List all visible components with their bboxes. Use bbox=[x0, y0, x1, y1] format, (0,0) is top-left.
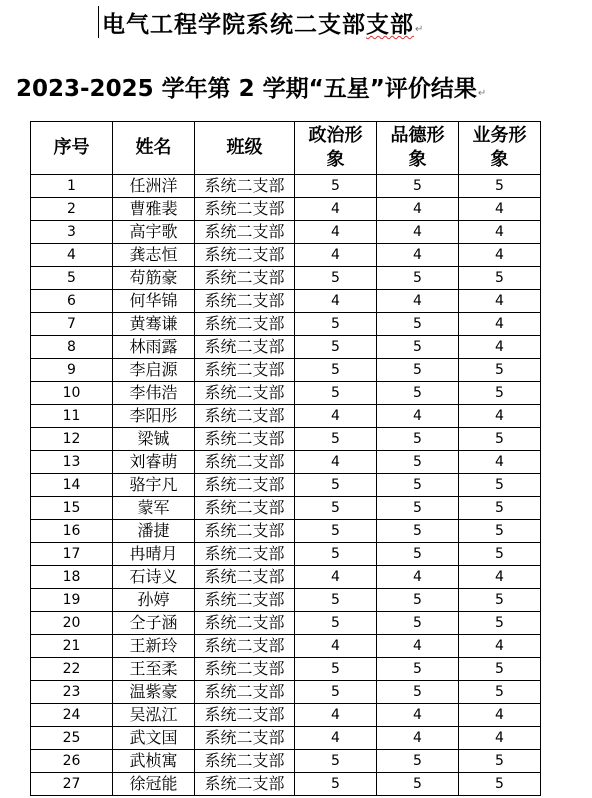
member-name: 刘睿萌 bbox=[113, 451, 195, 474]
member-class: 系统二支部 bbox=[195, 589, 295, 612]
work-score: 4 bbox=[459, 221, 541, 244]
member-name: 李启源 bbox=[113, 359, 195, 382]
row-index: 21 bbox=[31, 635, 113, 658]
political-score: 5 bbox=[295, 750, 377, 773]
moral-score: 5 bbox=[377, 451, 459, 474]
row-index: 5 bbox=[31, 267, 113, 290]
row-index: 7 bbox=[31, 313, 113, 336]
political-score: 4 bbox=[295, 566, 377, 589]
paragraph-mark-icon: ↵ bbox=[477, 88, 487, 99]
political-score: 5 bbox=[295, 382, 377, 405]
member-class: 系统二支部 bbox=[195, 198, 295, 221]
table-row bbox=[31, 612, 541, 635]
member-name: 武文国 bbox=[113, 727, 195, 750]
moral-score: 5 bbox=[377, 589, 459, 612]
row-index: 9 bbox=[31, 359, 113, 382]
work-score: 4 bbox=[459, 635, 541, 658]
moral-score: 5 bbox=[377, 428, 459, 451]
table-row bbox=[31, 175, 541, 198]
moral-score: 4 bbox=[377, 566, 459, 589]
work-score: 5 bbox=[459, 359, 541, 382]
moral-score: 5 bbox=[377, 612, 459, 635]
row-index: 6 bbox=[31, 290, 113, 313]
table-row bbox=[31, 750, 541, 773]
title-org: 电气工程学院系统二支部 bbox=[102, 12, 366, 38]
political-score: 4 bbox=[295, 244, 377, 267]
row-index: 22 bbox=[31, 658, 113, 681]
political-score: 5 bbox=[295, 658, 377, 681]
row-index: 23 bbox=[31, 681, 113, 704]
member-name: 潘捷 bbox=[113, 520, 195, 543]
table-row bbox=[31, 773, 541, 796]
political-score: 5 bbox=[295, 336, 377, 359]
work-score: 4 bbox=[459, 244, 541, 267]
member-name: 石诗义 bbox=[113, 566, 195, 589]
member-name: 林雨露 bbox=[113, 336, 195, 359]
political-score: 4 bbox=[295, 198, 377, 221]
column-header: 班级 bbox=[195, 122, 295, 175]
political-score: 5 bbox=[295, 497, 377, 520]
moral-score: 4 bbox=[377, 635, 459, 658]
moral-score: 4 bbox=[377, 221, 459, 244]
member-name: 徐冠能 bbox=[113, 773, 195, 796]
evaluation-table bbox=[30, 121, 541, 796]
member-class: 系统二支部 bbox=[195, 704, 295, 727]
row-index: 12 bbox=[31, 428, 113, 451]
moral-score: 5 bbox=[377, 359, 459, 382]
work-score: 5 bbox=[459, 474, 541, 497]
member-class: 系统二支部 bbox=[195, 359, 295, 382]
work-score: 5 bbox=[459, 428, 541, 451]
member-class: 系统二支部 bbox=[195, 681, 295, 704]
moral-score: 5 bbox=[377, 382, 459, 405]
member-class: 系统二支部 bbox=[195, 658, 295, 681]
political-score: 4 bbox=[295, 635, 377, 658]
table-row bbox=[31, 221, 541, 244]
member-class: 系统二支部 bbox=[195, 290, 295, 313]
table-row bbox=[31, 359, 541, 382]
political-score: 5 bbox=[295, 773, 377, 796]
member-class: 系统二支部 bbox=[195, 750, 295, 773]
table-header-row bbox=[31, 122, 541, 175]
moral-score: 5 bbox=[377, 313, 459, 336]
member-class: 系统二支部 bbox=[195, 221, 295, 244]
political-score: 4 bbox=[295, 290, 377, 313]
work-score: 4 bbox=[459, 313, 541, 336]
member-class: 系统二支部 bbox=[195, 612, 295, 635]
member-name: 王至柔 bbox=[113, 658, 195, 681]
member-name: 高宇歌 bbox=[113, 221, 195, 244]
member-name: 吴泓江 bbox=[113, 704, 195, 727]
page-title bbox=[102, 6, 424, 39]
political-score: 5 bbox=[295, 520, 377, 543]
member-class: 系统二支部 bbox=[195, 497, 295, 520]
row-index: 24 bbox=[31, 704, 113, 727]
column-header: 政治形 象 bbox=[295, 122, 377, 175]
political-score: 5 bbox=[295, 313, 377, 336]
table-row bbox=[31, 704, 541, 727]
political-score: 5 bbox=[295, 543, 377, 566]
row-index: 11 bbox=[31, 405, 113, 428]
moral-score: 5 bbox=[377, 267, 459, 290]
member-name: 骆宇凡 bbox=[113, 474, 195, 497]
member-name: 李伟浩 bbox=[113, 382, 195, 405]
political-score: 5 bbox=[295, 267, 377, 290]
member-class: 系统二支部 bbox=[195, 727, 295, 750]
row-index: 17 bbox=[31, 543, 113, 566]
row-index: 16 bbox=[31, 520, 113, 543]
member-name: 龚志恒 bbox=[113, 244, 195, 267]
political-score: 5 bbox=[295, 589, 377, 612]
work-score: 5 bbox=[459, 497, 541, 520]
row-index: 8 bbox=[31, 336, 113, 359]
moral-score: 5 bbox=[377, 543, 459, 566]
row-index: 1 bbox=[31, 175, 113, 198]
row-index: 19 bbox=[31, 589, 113, 612]
row-index: 27 bbox=[31, 773, 113, 796]
moral-score: 4 bbox=[377, 704, 459, 727]
row-index: 13 bbox=[31, 451, 113, 474]
table-row bbox=[31, 313, 541, 336]
moral-score: 5 bbox=[377, 175, 459, 198]
moral-score: 5 bbox=[377, 336, 459, 359]
work-score: 4 bbox=[459, 198, 541, 221]
member-class: 系统二支部 bbox=[195, 244, 295, 267]
row-index: 26 bbox=[31, 750, 113, 773]
table-row bbox=[31, 428, 541, 451]
row-index: 2 bbox=[31, 198, 113, 221]
row-index: 3 bbox=[31, 221, 113, 244]
paragraph-mark-icon: ↵ bbox=[415, 24, 425, 35]
member-name: 苟筋豪 bbox=[113, 267, 195, 290]
political-score: 5 bbox=[295, 474, 377, 497]
member-class: 系统二支部 bbox=[195, 382, 295, 405]
work-score: 5 bbox=[459, 612, 541, 635]
moral-score: 5 bbox=[377, 497, 459, 520]
work-score: 5 bbox=[459, 520, 541, 543]
member-name: 曹雅裴 bbox=[113, 198, 195, 221]
political-score: 5 bbox=[295, 612, 377, 635]
moral-score: 5 bbox=[377, 773, 459, 796]
member-class: 系统二支部 bbox=[195, 543, 295, 566]
moral-score: 4 bbox=[377, 727, 459, 750]
member-name: 孙婷 bbox=[113, 589, 195, 612]
moral-score: 4 bbox=[377, 244, 459, 267]
table-row bbox=[31, 382, 541, 405]
work-score: 5 bbox=[459, 267, 541, 290]
member-name: 温紫豪 bbox=[113, 681, 195, 704]
table-row bbox=[31, 658, 541, 681]
work-score: 4 bbox=[459, 451, 541, 474]
table-row bbox=[31, 267, 541, 290]
member-class: 系统二支部 bbox=[195, 313, 295, 336]
member-name: 黄骞谦 bbox=[113, 313, 195, 336]
row-index: 4 bbox=[31, 244, 113, 267]
table-row bbox=[31, 336, 541, 359]
row-index: 18 bbox=[31, 566, 113, 589]
work-score: 5 bbox=[459, 750, 541, 773]
member-class: 系统二支部 bbox=[195, 566, 295, 589]
work-score: 5 bbox=[459, 175, 541, 198]
table-row bbox=[31, 451, 541, 474]
work-score: 5 bbox=[459, 681, 541, 704]
column-header: 序号 bbox=[31, 122, 113, 175]
moral-score: 5 bbox=[377, 658, 459, 681]
member-class: 系统二支部 bbox=[195, 520, 295, 543]
member-class: 系统二支部 bbox=[195, 428, 295, 451]
member-class: 系统二支部 bbox=[195, 773, 295, 796]
moral-score: 5 bbox=[377, 520, 459, 543]
member-name: 何华锦 bbox=[113, 290, 195, 313]
text-cursor bbox=[98, 6, 99, 38]
moral-score: 4 bbox=[377, 290, 459, 313]
member-name: 梁铖 bbox=[113, 428, 195, 451]
member-name: 李阳彤 bbox=[113, 405, 195, 428]
work-score: 4 bbox=[459, 405, 541, 428]
member-class: 系统二支部 bbox=[195, 175, 295, 198]
member-class: 系统二支部 bbox=[195, 451, 295, 474]
political-score: 5 bbox=[295, 681, 377, 704]
table-row bbox=[31, 727, 541, 750]
member-name: 冉晴月 bbox=[113, 543, 195, 566]
member-class: 系统二支部 bbox=[195, 336, 295, 359]
column-header: 姓名 bbox=[113, 122, 195, 175]
moral-score: 5 bbox=[377, 681, 459, 704]
member-name: 仝子涵 bbox=[113, 612, 195, 635]
row-index: 14 bbox=[31, 474, 113, 497]
subtitle-text: 2023-2025 学年第 2 学期“五星”评价结果 bbox=[16, 76, 477, 102]
column-header: 品德形 象 bbox=[377, 122, 459, 175]
column-header: 业务形 象 bbox=[459, 122, 541, 175]
member-name: 武桢寓 bbox=[113, 750, 195, 773]
moral-score: 4 bbox=[377, 405, 459, 428]
member-class: 系统二支部 bbox=[195, 267, 295, 290]
political-score: 5 bbox=[295, 428, 377, 451]
member-class: 系统二支部 bbox=[195, 635, 295, 658]
member-name: 任洲洋 bbox=[113, 175, 195, 198]
table-row bbox=[31, 589, 541, 612]
work-score: 5 bbox=[459, 543, 541, 566]
table-row bbox=[31, 635, 541, 658]
political-score: 4 bbox=[295, 451, 377, 474]
member-class: 系统二支部 bbox=[195, 474, 295, 497]
work-score: 4 bbox=[459, 336, 541, 359]
work-score: 5 bbox=[459, 382, 541, 405]
work-score: 5 bbox=[459, 658, 541, 681]
table-row bbox=[31, 566, 541, 589]
work-score: 5 bbox=[459, 773, 541, 796]
political-score: 4 bbox=[295, 704, 377, 727]
title-duplicate-text: 支部 bbox=[366, 12, 414, 38]
work-score: 4 bbox=[459, 290, 541, 313]
moral-score: 4 bbox=[377, 198, 459, 221]
political-score: 5 bbox=[295, 359, 377, 382]
row-index: 20 bbox=[31, 612, 113, 635]
moral-score: 5 bbox=[377, 750, 459, 773]
member-name: 蒙军 bbox=[113, 497, 195, 520]
row-index: 10 bbox=[31, 382, 113, 405]
moral-score: 5 bbox=[377, 474, 459, 497]
row-index: 25 bbox=[31, 727, 113, 750]
table-row bbox=[31, 198, 541, 221]
political-score: 4 bbox=[295, 727, 377, 750]
political-score: 5 bbox=[295, 175, 377, 198]
table-row bbox=[31, 474, 541, 497]
table-row bbox=[31, 244, 541, 267]
row-index: 15 bbox=[31, 497, 113, 520]
work-score: 4 bbox=[459, 566, 541, 589]
member-class: 系统二支部 bbox=[195, 405, 295, 428]
table-row bbox=[31, 290, 541, 313]
work-score: 5 bbox=[459, 589, 541, 612]
political-score: 4 bbox=[295, 221, 377, 244]
table-row bbox=[31, 497, 541, 520]
work-score: 4 bbox=[459, 704, 541, 727]
page-subtitle bbox=[16, 70, 486, 103]
work-score: 4 bbox=[459, 727, 541, 750]
table-row bbox=[31, 405, 541, 428]
table-row bbox=[31, 543, 541, 566]
political-score: 4 bbox=[295, 405, 377, 428]
member-name: 王新玲 bbox=[113, 635, 195, 658]
table-row bbox=[31, 681, 541, 704]
table-row bbox=[31, 520, 541, 543]
